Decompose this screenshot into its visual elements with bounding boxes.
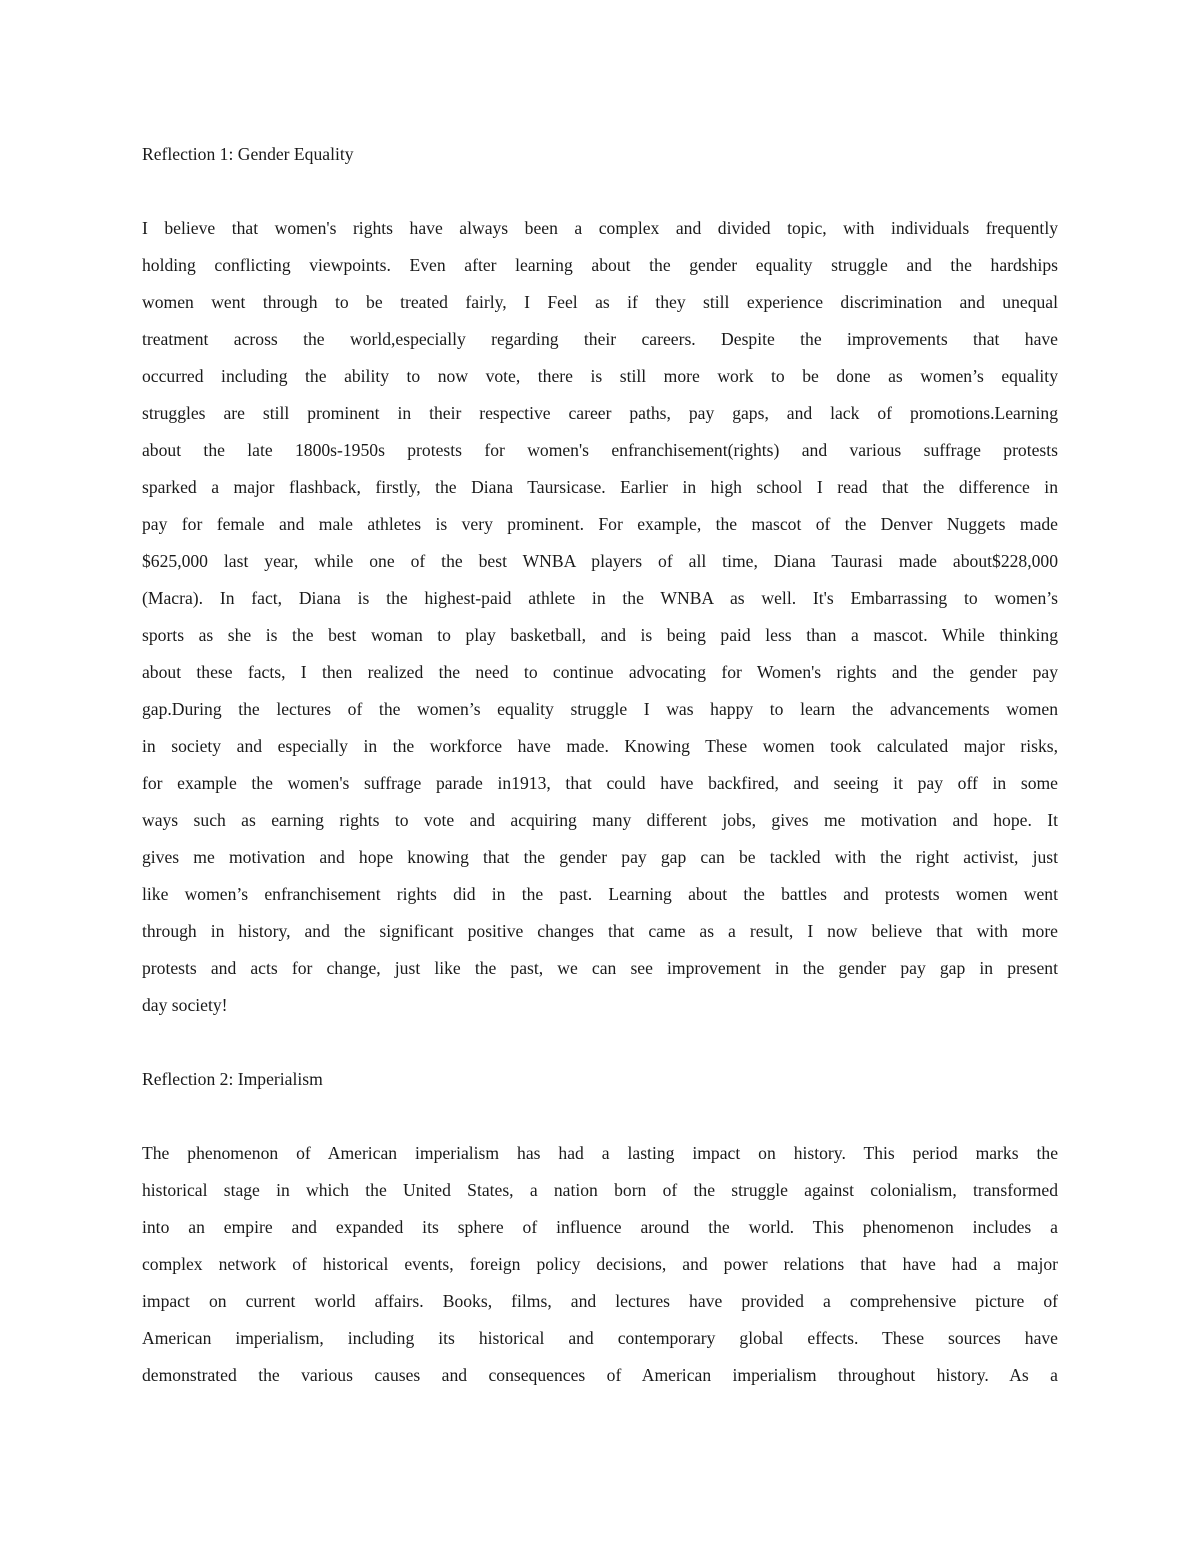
text-line: sparked a major flashback, firstly, the Diana Taursicase. Earlier in high school I read that the difference in	[142, 477, 1058, 497]
text-line: impact on current world affairs. Books, films, and lectures have provided a comprehensive picture of	[142, 1291, 1058, 1311]
section-heading-imperialism: Reflection 2: Imperialism	[142, 1069, 323, 1089]
paragraph-imperialism	[142, 1135, 1058, 1394]
text-line: sports as she is the best woman to play basketball, and is being paid less than a mascot. While thinking	[142, 625, 1058, 645]
paragraph-gender-equality	[142, 210, 1058, 1024]
text-line: $625,000 last year, while one of the best WNBA players of all time, Diana Taurasi made about$228,000	[142, 551, 1058, 571]
text-line: treatment across the world,especially regarding their careers. Despite the improvements that have	[142, 329, 1058, 349]
text-line: day society!	[142, 995, 228, 1015]
text-line: for example the women's suffrage parade in1913, that could have backfired, and seeing it pay off in some	[142, 773, 1058, 793]
text-line: pay for female and male athletes is very prominent. For example, the mascot of the Denver Nuggets made	[142, 514, 1058, 534]
text-line: into an empire and expanded its sphere of influence around the world. This phenomenon includes a	[142, 1217, 1058, 1237]
text-line: (Macra). In fact, Diana is the highest-paid athlete in the WNBA as well. It's Embarrassing to women’s	[142, 588, 1058, 608]
text-line: through in history, and the significant positive changes that came as a result, I now believe that with more	[142, 921, 1058, 941]
text-line: I believe that women's rights have always been a complex and divided topic, with individuals frequently	[142, 218, 1058, 238]
text-line: women went through to be treated fairly, I Feel as if they still experience discrimination and unequal	[142, 292, 1058, 312]
text-line: ways such as earning rights to vote and acquiring many different jobs, gives me motivation and hope. It	[142, 810, 1058, 830]
text-line: like women’s enfranchisement rights did in the past. Learning about the battles and protests women went	[142, 884, 1058, 904]
text-line: occurred including the ability to now vote, there is still more work to be done as women’s equality	[142, 366, 1058, 386]
text-line: about the late 1800s-1950s protests for women's enfranchisement(rights) and various suffrage protests	[142, 440, 1058, 460]
text-line: about these facts, I then realized the need to continue advocating for Women's rights and the gender pay	[142, 662, 1058, 682]
text-line: gives me motivation and hope knowing that the gender pay gap can be tackled with the right activist, just	[142, 847, 1058, 867]
text-line: holding conflicting viewpoints. Even after learning about the gender equality struggle and the hardships	[142, 255, 1058, 275]
text-line: gap.During the lectures of the women’s equality struggle I was happy to learn the advancements women	[142, 699, 1058, 719]
text-line: in society and especially in the workforce have made. Knowing These women took calculated major risks,	[142, 736, 1058, 756]
section-heading-gender-equality: Reflection 1: Gender Equality	[142, 144, 354, 164]
text-line: complex network of historical events, foreign policy decisions, and power relations that have had a major	[142, 1254, 1058, 1274]
text-line: demonstrated the various causes and consequences of American imperialism throughout history. As a	[142, 1365, 1058, 1385]
text-line: The phenomenon of American imperialism has had a lasting impact on history. This period marks the	[142, 1143, 1058, 1163]
document-page	[142, 136, 1058, 1431]
text-line: historical stage in which the United States, a nation born of the struggle against colonialism, transformed	[142, 1180, 1058, 1200]
text-line: protests and acts for change, just like the past, we can see improvement in the gender pay gap in present	[142, 958, 1058, 978]
text-line: struggles are still prominent in their respective career paths, pay gaps, and lack of promotions.Learning	[142, 403, 1058, 423]
text-line: American imperialism, including its historical and contemporary global effects. These sources have	[142, 1328, 1058, 1348]
